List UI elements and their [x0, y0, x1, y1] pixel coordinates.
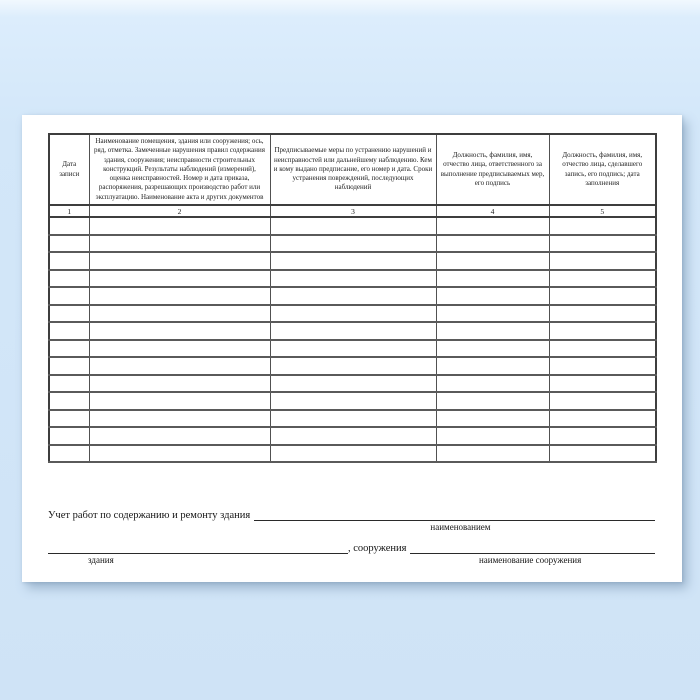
table-row — [49, 375, 656, 393]
body-cell — [436, 375, 549, 393]
body-cell — [270, 427, 436, 445]
footer-caption-row-2 — [48, 555, 655, 568]
column-number-1: 1 — [49, 205, 89, 217]
body-cell — [549, 287, 656, 305]
body-cell — [549, 427, 656, 445]
body-cell — [49, 252, 89, 270]
column-number-5: 5 — [549, 205, 656, 217]
caption-naimenovanie-sooruzheniya: наименование сооружения — [478, 555, 582, 565]
table-row — [49, 235, 656, 253]
body-cell — [49, 427, 89, 445]
footer-caption-row-1 — [48, 522, 655, 535]
body-cell — [549, 392, 656, 410]
body-cell — [49, 270, 89, 288]
body-cell — [549, 305, 656, 323]
body-cell — [270, 252, 436, 270]
body-cell — [89, 322, 270, 340]
column-number-2: 2 — [89, 205, 270, 217]
body-cell — [89, 445, 270, 463]
body-cell — [89, 270, 270, 288]
body-cell — [549, 217, 656, 235]
table-row — [49, 270, 656, 288]
body-cell — [270, 322, 436, 340]
body-cell — [89, 235, 270, 253]
body-cell — [436, 392, 549, 410]
structure-name-fill-in-line — [410, 540, 655, 554]
table-row — [49, 305, 656, 323]
body-cell — [89, 217, 270, 235]
body-cell — [549, 375, 656, 393]
body-cell — [270, 217, 436, 235]
body-cell — [270, 445, 436, 463]
body-cell — [270, 375, 436, 393]
body-cell — [549, 357, 656, 375]
body-cell — [49, 357, 89, 375]
footer-line-2 — [48, 540, 655, 554]
body-cell — [270, 357, 436, 375]
body-cell — [549, 270, 656, 288]
body-cell — [49, 305, 89, 323]
body-cell — [436, 445, 549, 463]
header-cell-col-1: Дата записи — [49, 134, 89, 205]
body-cell — [436, 270, 549, 288]
body-cell — [436, 217, 549, 235]
body-cell — [89, 357, 270, 375]
body-cell — [89, 305, 270, 323]
table-row — [49, 217, 656, 235]
body-cell — [436, 427, 549, 445]
body-cell — [549, 445, 656, 463]
body-cell — [89, 410, 270, 428]
table-row — [49, 392, 656, 410]
body-cell — [436, 410, 549, 428]
column-number-row — [49, 205, 656, 217]
body-cell — [89, 252, 270, 270]
header-cell-col-3: Предписываемые меры по устранению нарушений и неисправностей или дальнейшему наблюдению. Кем и кому выдано предписание, его номер и дата. Сроки устранения повреждений, последующих наблюдений — [270, 134, 436, 205]
table-row — [49, 427, 656, 445]
table-row — [49, 252, 656, 270]
body-cell — [49, 410, 89, 428]
table-row — [49, 322, 656, 340]
body-cell — [270, 235, 436, 253]
body-cell — [270, 287, 436, 305]
body-cell — [436, 235, 549, 253]
body-cell — [436, 305, 549, 323]
body-cell — [89, 340, 270, 358]
body-cell — [49, 375, 89, 393]
header-cell-col-4: Должность, фамилия, имя, отчество лица, ответственного за выполнение предписываемых мер, его подпись — [436, 134, 549, 205]
footer-line-1 — [48, 507, 655, 521]
table-row — [49, 340, 656, 358]
body-cell — [436, 340, 549, 358]
footer-line2-separator: , сооружения — [348, 543, 407, 554]
building-fill-in-line — [48, 540, 348, 554]
footer-line1-label: Учет работ по содержанию и ремонту здания — [48, 510, 251, 521]
body-cell — [49, 217, 89, 235]
table-row — [49, 410, 656, 428]
column-number-3: 3 — [270, 205, 436, 217]
body-cell — [549, 252, 656, 270]
body-cell — [270, 270, 436, 288]
body-cell — [436, 287, 549, 305]
table-row — [49, 445, 656, 463]
table-header-row — [49, 134, 656, 205]
body-cell — [270, 392, 436, 410]
header-cell-col-2: Наименование помещения, здания или сооружения; ось, ряд, отметка. Замеченные нарушения правил содержания здания, сооружения; неисправности строительных конструкций. Результаты наблюдений (измерений), оценка неисправностей. Номер и дата приказа, распоряжения, разрешающих производство работ или эксплуатацию. Наименование акта и других документов — [89, 134, 270, 205]
body-cell — [49, 287, 89, 305]
body-cell — [89, 375, 270, 393]
body-cell — [436, 252, 549, 270]
body-cell — [89, 287, 270, 305]
body-cell — [89, 427, 270, 445]
document-sheet — [22, 115, 682, 582]
header-cell-col-5: Должность, фамилия, имя, отчество лица, сделавшего запись, его подпись; дата заполнения — [549, 134, 656, 205]
body-cell — [436, 357, 549, 375]
column-number-4: 4 — [436, 205, 549, 217]
body-cell — [49, 235, 89, 253]
body-cell — [270, 340, 436, 358]
maintenance-log-table — [48, 133, 657, 463]
body-cell — [436, 322, 549, 340]
body-cell — [49, 340, 89, 358]
body-cell — [49, 392, 89, 410]
body-cell — [549, 235, 656, 253]
table-row — [49, 357, 656, 375]
body-cell — [549, 410, 656, 428]
body-cell — [49, 322, 89, 340]
body-cell — [270, 305, 436, 323]
table-row — [49, 287, 656, 305]
body-cell — [89, 392, 270, 410]
caption-zdaniya: здания — [88, 555, 114, 565]
body-cell — [270, 410, 436, 428]
body-cell — [49, 445, 89, 463]
building-name-fill-in-line — [254, 507, 655, 521]
body-cell — [549, 340, 656, 358]
body-cell — [549, 322, 656, 340]
form-footer — [48, 507, 655, 568]
caption-naimenovaniem: наименованием — [430, 522, 491, 532]
